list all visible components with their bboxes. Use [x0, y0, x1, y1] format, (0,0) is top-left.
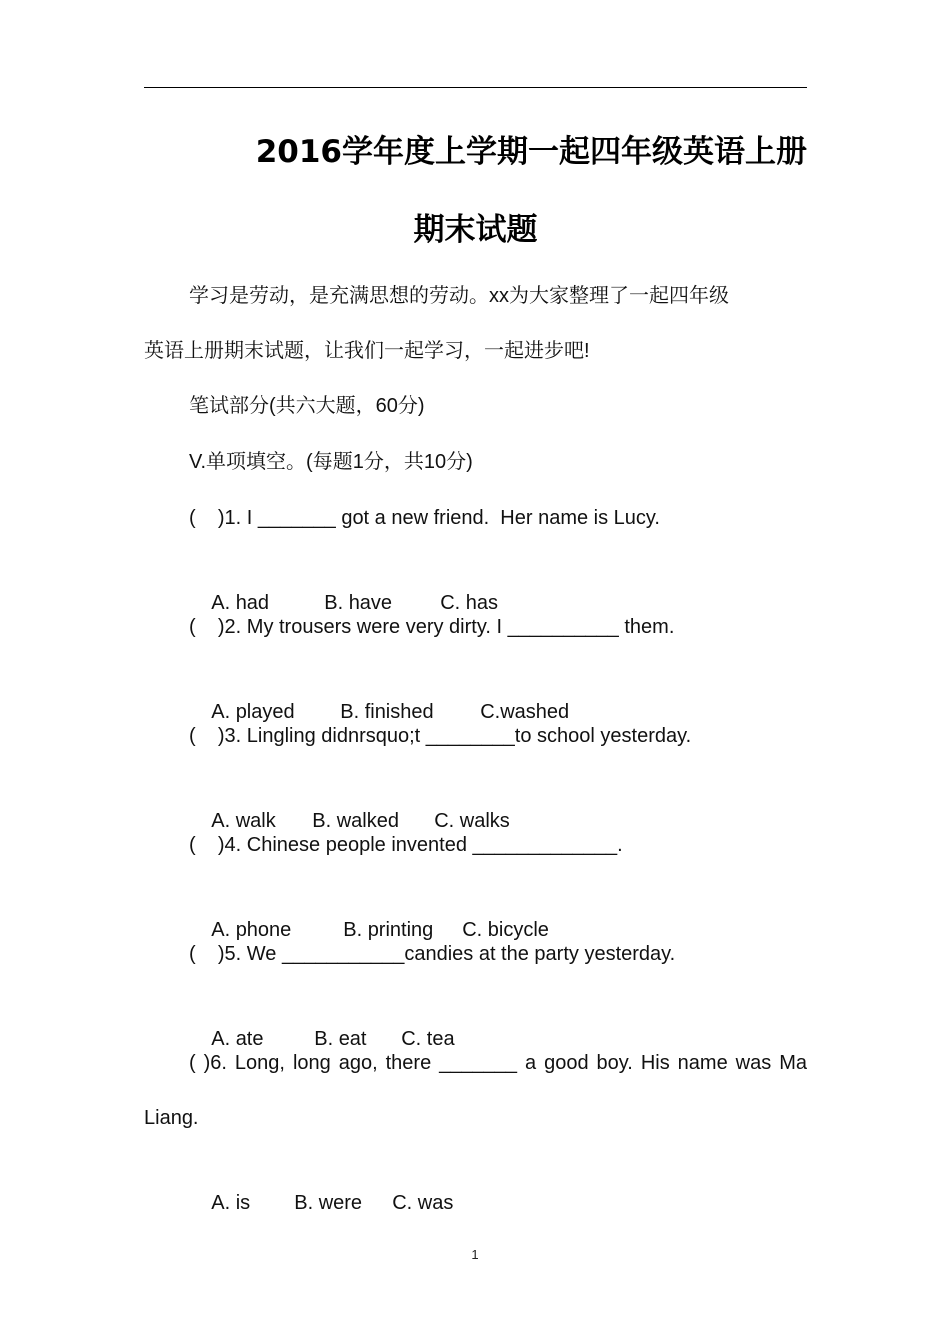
option-c: C.washed: [480, 701, 570, 723]
option-c: C. tea: [401, 1028, 455, 1050]
option-b: B. were: [294, 1192, 363, 1214]
question-6-options: [144, 1158, 807, 1248]
intro-paragraph-line-2: 英语上册期末试题，让我们一起学习，一起进步吧!: [144, 340, 590, 362]
question-5: ( )5. We ___________candies at the party yesterday.: [189, 943, 676, 965]
option-a: A. ate: [211, 1028, 264, 1050]
option-c: C. walks: [434, 810, 510, 832]
option-c: C. bicycle: [462, 919, 549, 941]
option-a: A. phone: [211, 919, 292, 941]
question-2: ( )2. My trousers were very dirty. I __________ them.: [189, 616, 675, 638]
option-b: B. eat: [314, 1028, 367, 1050]
document-title-line-1: 2016学年度上学期一起四年级英语上册: [255, 134, 807, 170]
question-6-line-2: Liang.: [144, 1107, 199, 1129]
option-a: A. had: [211, 592, 270, 614]
question-6-line-1: ( )6. Long, long ago, there _______ a good boy. His name was Ma: [189, 1052, 807, 1074]
page-number: 1: [471, 1247, 479, 1262]
option-c: C. was: [392, 1192, 454, 1214]
intro-paragraph-line-1: 学习是劳动，是充满思想的劳动。xx为大家整理了一起四年级: [189, 285, 729, 307]
option-a: A. is: [211, 1192, 251, 1214]
option-a: A. played: [211, 701, 295, 723]
option-b: B. walked: [312, 810, 399, 832]
document-title-line-2: 期末试题: [413, 212, 538, 248]
section-heading-v: V.单项填空。(每题1分，共10分): [189, 451, 473, 473]
option-b: B. have: [324, 592, 393, 614]
header-rule: [144, 87, 807, 88]
question-4: ( )4. Chinese people invented _____________.: [189, 834, 623, 856]
option-b: B. finished: [340, 701, 434, 723]
question-1: ( )1. I _______ got a new friend. Her name is Lucy.: [189, 507, 660, 529]
option-c: C. has: [440, 592, 499, 614]
option-a: A. walk: [211, 810, 276, 832]
question-3: ( )3. Lingling didnrsquo;t ________to school yesterday.: [189, 725, 692, 747]
section-heading-written: 笔试部分(共六大题，60分): [189, 395, 425, 417]
option-b: B. printing: [343, 919, 434, 941]
